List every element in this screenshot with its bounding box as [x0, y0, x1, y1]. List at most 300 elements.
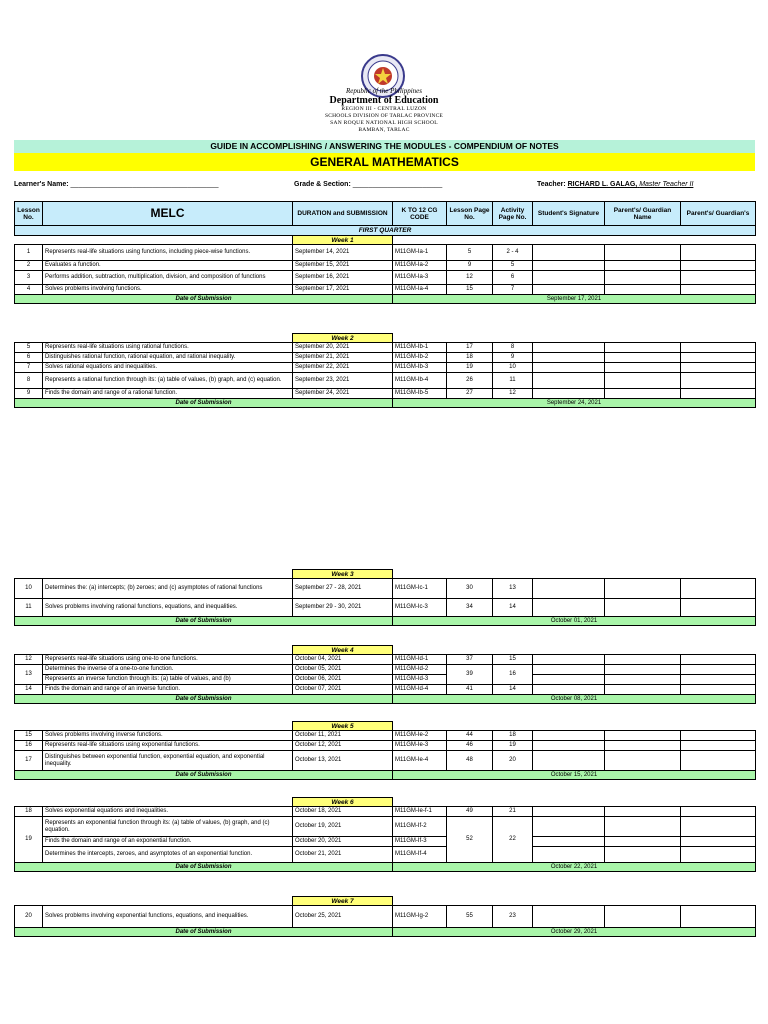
activity-page: 19 [493, 741, 533, 751]
week-spacer [393, 897, 756, 906]
table-row [15, 847, 756, 863]
table-row [15, 675, 756, 685]
submission-row [15, 399, 756, 408]
week-spacer [15, 722, 293, 731]
table-row [15, 599, 756, 617]
lesson-page: 17 [447, 343, 493, 353]
submission-row [15, 863, 756, 872]
student-signature-cell[interactable] [533, 373, 605, 389]
school-line: SAN ROQUE NATIONAL HIGH SCHOOL [330, 120, 438, 126]
student-signature-cell[interactable] [533, 245, 605, 261]
table-row [15, 389, 756, 399]
duration-date: September 23, 2021 [293, 373, 393, 389]
parent-name-cell[interactable] [605, 685, 681, 695]
week-spacer [393, 646, 756, 655]
week-label: Week 4 [293, 646, 393, 655]
activity-page: 10 [493, 363, 533, 373]
region-line: REGION III - CENTRAL LUZON [341, 106, 427, 112]
student-signature-cell[interactable] [533, 579, 605, 599]
student-signature-cell[interactable] [533, 343, 605, 353]
cg-code: M11GM-Ib-4 [393, 373, 447, 389]
cg-code: M11GM-Ia-4 [393, 285, 447, 295]
submission-label: Date of Submission [15, 771, 393, 780]
lesson-no: 19 [15, 817, 43, 863]
table-row [15, 731, 756, 741]
cg-code: M11GM-Ie-4 [393, 751, 447, 771]
parent-signature-cell[interactable] [681, 665, 756, 675]
parent-name-cell[interactable] [605, 906, 681, 928]
lesson-no: 7 [15, 363, 43, 373]
melc-text: Solves problems involving inverse functions. [43, 731, 293, 741]
column-header-table [14, 201, 756, 236]
student-signature-cell[interactable] [533, 665, 605, 675]
col-student-signature: Student's Signature [533, 202, 605, 226]
table-row [15, 285, 756, 295]
quarter-label: FIRST QUARTER [15, 226, 756, 236]
duration-date: September 14, 2021 [293, 245, 393, 261]
lesson-no: 6 [15, 353, 43, 363]
parent-name-cell[interactable] [605, 599, 681, 617]
parent-signature-cell[interactable] [681, 685, 756, 695]
submission-row [15, 771, 756, 780]
week-spacer [15, 798, 293, 807]
parent-name-cell[interactable] [605, 731, 681, 741]
melc-text: Distinguishes between exponential function, exponential equation, and exponential inequality. [43, 751, 293, 771]
duration-date: October 13, 2021 [293, 751, 393, 771]
melc-text: Determines the: (a) intercepts; (b) zeroes; and (c) asymptotes of rational functions [43, 579, 293, 599]
duration-date: September 27 - 28, 2021 [293, 579, 393, 599]
submission-date: October 29, 2021 [393, 928, 756, 937]
duration-date: September 20, 2021 [293, 343, 393, 353]
week-header-row [15, 897, 756, 906]
submission-date: October 01, 2021 [393, 617, 756, 626]
parent-name-cell[interactable] [605, 343, 681, 353]
table-row [15, 245, 756, 261]
parent-signature-cell[interactable] [681, 285, 756, 295]
subject-title: GENERAL MATHEMATICS [14, 153, 755, 171]
duration-date: October 21, 2021 [293, 847, 393, 863]
activity-page: 2 - 4 [493, 245, 533, 261]
lesson-page: 18 [447, 353, 493, 363]
duration-date: October 19, 2021 [293, 817, 393, 837]
lesson-no: 5 [15, 343, 43, 353]
parent-signature-cell[interactable] [681, 579, 756, 599]
melc-text: Evaluates a function. [43, 261, 293, 271]
parent-signature-cell[interactable] [681, 245, 756, 261]
parent-signature-cell[interactable] [681, 599, 756, 617]
melc-text: Represents real-life situations using exponential functions. [43, 741, 293, 751]
student-signature-cell[interactable] [533, 389, 605, 399]
submission-date: October 15, 2021 [393, 771, 756, 780]
activity-page: 14 [493, 685, 533, 695]
activity-page: 5 [493, 261, 533, 271]
melc-text: Determines the inverse of a one-to-one function. [43, 665, 293, 675]
submission-label: Date of Submission [15, 399, 393, 408]
activity-page: 21 [493, 807, 533, 817]
lesson-page: 15 [447, 285, 493, 295]
parent-signature-cell[interactable] [681, 363, 756, 373]
parent-signature-cell[interactable] [681, 741, 756, 751]
activity-page: 23 [493, 906, 533, 928]
parent-name-cell[interactable] [605, 751, 681, 771]
submission-row [15, 295, 756, 304]
col-parent-name: Parent's/ Guardian Name [605, 202, 681, 226]
lesson-no: 12 [15, 655, 43, 665]
week-header-row [15, 236, 756, 245]
submission-label: Date of Submission [15, 928, 393, 937]
week-label: Week 6 [293, 798, 393, 807]
melc-text: Solves rational equations and inequalities. [43, 363, 293, 373]
submission-row [15, 695, 756, 704]
week-table [14, 333, 756, 408]
table-row [15, 343, 756, 353]
duration-date: October 06, 2021 [293, 675, 393, 685]
melc-text: Determines the intercepts, zeroes, and asymptotes of an exponential function. [43, 847, 293, 863]
parent-name-cell[interactable] [605, 353, 681, 363]
cg-code: M11GM-Ia-1 [393, 245, 447, 261]
student-signature-cell[interactable] [533, 363, 605, 373]
lesson-no: 3 [15, 271, 43, 285]
parent-signature-cell[interactable] [681, 353, 756, 363]
table-row [15, 751, 756, 771]
table-row [15, 817, 756, 837]
parent-name-cell[interactable] [605, 665, 681, 675]
duration-date: September 17, 2021 [293, 285, 393, 295]
melc-text: Solves problems involving rational functions, equations, and inequalities. [43, 599, 293, 617]
week-header-row [15, 798, 756, 807]
cg-code: M11GM-Ia-2 [393, 261, 447, 271]
cg-code: M11GM-Ib-3 [393, 363, 447, 373]
duration-date: September 15, 2021 [293, 261, 393, 271]
duration-date: October 11, 2021 [293, 731, 393, 741]
cg-code: M11GM-Ia-3 [393, 271, 447, 285]
lesson-page: 19 [447, 363, 493, 373]
parent-name-cell[interactable] [605, 675, 681, 685]
table-row [15, 685, 756, 695]
parent-name-cell[interactable] [605, 741, 681, 751]
teacher-label: Teacher: [537, 181, 566, 188]
table-row [15, 665, 756, 675]
week-spacer [393, 334, 756, 343]
town-line: BAMBAN, TARLAC [358, 127, 410, 133]
col-melc: MELC [43, 202, 293, 226]
student-signature-cell[interactable] [533, 353, 605, 363]
grade-section-field[interactable] [294, 181, 442, 188]
activity-page: 13 [493, 579, 533, 599]
parent-signature-cell[interactable] [681, 261, 756, 271]
student-signature-cell[interactable] [533, 817, 605, 837]
week-table [14, 235, 756, 304]
table-row [15, 807, 756, 817]
cg-code: M11GM-Ie-f-1 [393, 807, 447, 817]
week-spacer [15, 897, 293, 906]
melc-text: Finds the domain and range of a rational function. [43, 389, 293, 399]
melc-text: Finds the domain and range of an inverse function. [43, 685, 293, 695]
lesson-page: 55 [447, 906, 493, 928]
lesson-page: 37 [447, 655, 493, 665]
cg-code: M11GM-Id-2 [393, 665, 447, 675]
duration-date: September 22, 2021 [293, 363, 393, 373]
grade-label: Grade & Section: [294, 181, 351, 188]
cg-code: M11GM-Ib-5 [393, 389, 447, 399]
week-spacer [393, 236, 756, 245]
submission-row [15, 928, 756, 937]
week-table [14, 896, 756, 937]
lesson-no: 16 [15, 741, 43, 751]
melc-text: Solves problems involving exponential functions, equations, and inequalities. [43, 906, 293, 928]
lesson-no: 2 [15, 261, 43, 271]
parent-name-cell[interactable] [605, 817, 681, 837]
lesson-page: 49 [447, 807, 493, 817]
melc-text: Represents an exponential function through its: (a) table of values, (b) graph, and (c) equation. [43, 817, 293, 837]
teacher-field [537, 181, 693, 188]
week-label: Week 1 [293, 236, 393, 245]
table-row [15, 363, 756, 373]
parent-signature-cell[interactable] [681, 731, 756, 741]
parent-name-cell[interactable] [605, 807, 681, 817]
lesson-page: 46 [447, 741, 493, 751]
lesson-page: 9 [447, 261, 493, 271]
student-signature-cell[interactable] [533, 731, 605, 741]
melc-text: Distinguishes rational function, rational equation, and rational inequality. [43, 353, 293, 363]
student-signature-cell[interactable] [533, 655, 605, 665]
table-row [15, 906, 756, 928]
lesson-page: 41 [447, 685, 493, 695]
melc-text: Finds the domain and range of an exponential function. [43, 837, 293, 847]
parent-name-cell[interactable] [605, 245, 681, 261]
melc-text: Represents real-life situations using rational functions. [43, 343, 293, 353]
parent-name-cell[interactable] [605, 261, 681, 271]
parent-name-cell[interactable] [605, 847, 681, 863]
col-lesson-no: Lesson No. [15, 202, 43, 226]
col-duration: DURATION and SUBMISSION [293, 202, 393, 226]
lesson-no: 18 [15, 807, 43, 817]
parent-signature-cell[interactable] [681, 807, 756, 817]
activity-page: 6 [493, 271, 533, 285]
melc-text: Performs addition, subtraction, multiplication, division, and composition of functions [43, 271, 293, 285]
student-signature-cell[interactable] [533, 837, 605, 847]
parent-name-cell[interactable] [605, 389, 681, 399]
duration-date: October 07, 2021 [293, 685, 393, 695]
guide-title: GUIDE IN ACCOMPLISHING / ANSWERING THE MODULES - COMPENDIUM OF NOTES [14, 140, 755, 153]
student-signature-cell[interactable] [533, 751, 605, 771]
lesson-no: 14 [15, 685, 43, 695]
duration-date: October 05, 2021 [293, 665, 393, 675]
week-spacer [393, 722, 756, 731]
melc-text: Represents real-life situations using one-to one functions. [43, 655, 293, 665]
learner-name-field[interactable] [14, 181, 218, 188]
activity-page: 15 [493, 655, 533, 665]
col-activity-page: Activity Page No. [493, 202, 533, 226]
lesson-page: 12 [447, 271, 493, 285]
melc-text: Represents real-life situations using functions, including piece-wise functions. [43, 245, 293, 261]
parent-name-cell[interactable] [605, 655, 681, 665]
submission-date: October 08, 2021 [393, 695, 756, 704]
student-signature-cell[interactable] [533, 285, 605, 295]
lesson-page: 52 [447, 817, 493, 863]
parent-name-cell[interactable] [605, 579, 681, 599]
parent-name-cell[interactable] [605, 837, 681, 847]
duration-date: September 16, 2021 [293, 271, 393, 285]
lesson-no: 8 [15, 373, 43, 389]
week-header-row [15, 722, 756, 731]
submission-row [15, 617, 756, 626]
activity-page: 22 [493, 817, 533, 863]
lesson-no: 9 [15, 389, 43, 399]
duration-date: October 04, 2021 [293, 655, 393, 665]
student-signature-cell[interactable] [533, 599, 605, 617]
cg-code: M11GM-Ie-2 [393, 731, 447, 741]
parent-signature-cell[interactable] [681, 389, 756, 399]
week-table [14, 569, 756, 626]
student-signature-cell[interactable] [533, 675, 605, 685]
table-row [15, 741, 756, 751]
parent-name-cell[interactable] [605, 285, 681, 295]
activity-page: 11 [493, 373, 533, 389]
cg-code: M11GM-Ic-3 [393, 599, 447, 617]
cg-code: M11GM-Id-3 [393, 675, 447, 685]
week-spacer [15, 236, 293, 245]
parent-signature-cell[interactable] [681, 751, 756, 771]
activity-page: 7 [493, 285, 533, 295]
melc-text: Solves exponential equations and inequalities. [43, 807, 293, 817]
week-table [14, 721, 756, 780]
week-spacer [393, 570, 756, 579]
duration-date: September 29 - 30, 2021 [293, 599, 393, 617]
week-header-row [15, 570, 756, 579]
cg-code: M11GM-Ie-3 [393, 741, 447, 751]
col-parent-signature: Parent's/ Guardian's [681, 202, 756, 226]
parent-signature-cell[interactable] [681, 847, 756, 863]
activity-page: 16 [493, 665, 533, 685]
week-label: Week 5 [293, 722, 393, 731]
week-spacer [393, 798, 756, 807]
student-signature-cell[interactable] [533, 685, 605, 695]
week-spacer [15, 334, 293, 343]
lesson-no: 15 [15, 731, 43, 741]
cg-code: M11GM-Ib-2 [393, 353, 447, 363]
lesson-page: 26 [447, 373, 493, 389]
table-row [15, 655, 756, 665]
table-row [15, 271, 756, 285]
student-signature-cell[interactable] [533, 271, 605, 285]
table-row [15, 261, 756, 271]
lesson-no: 17 [15, 751, 43, 771]
student-signature-cell[interactable] [533, 261, 605, 271]
student-signature-cell[interactable] [533, 807, 605, 817]
duration-date: October 20, 2021 [293, 837, 393, 847]
activity-page: 12 [493, 389, 533, 399]
week-label: Week 7 [293, 897, 393, 906]
submission-date: September 17, 2021 [393, 295, 756, 304]
cg-code: M11GM-If-3 [393, 837, 447, 847]
week-table [14, 797, 756, 872]
cg-code: M11GM-Ib-1 [393, 343, 447, 353]
melc-text: Represents a rational function through its: (a) table of values, (b) graph, and (c) equation. [43, 373, 293, 389]
parent-signature-cell[interactable] [681, 837, 756, 847]
week-table [14, 645, 756, 704]
melc-text: Represents an inverse function through its: (a) table of values, and (b) [43, 675, 293, 685]
duration-date: September 21, 2021 [293, 353, 393, 363]
lesson-page: 44 [447, 731, 493, 741]
parent-name-cell[interactable] [605, 271, 681, 285]
table-row [15, 353, 756, 363]
cg-code: M11GM-If-2 [393, 817, 447, 837]
lesson-page: 30 [447, 579, 493, 599]
table-row [15, 837, 756, 847]
parent-signature-cell[interactable] [681, 675, 756, 685]
learner-blank[interactable]: ______________________________________ [70, 181, 219, 188]
lesson-no: 11 [15, 599, 43, 617]
lesson-page: 27 [447, 389, 493, 399]
lesson-no: 20 [15, 906, 43, 928]
col-lesson-page: Lesson Page No. [447, 202, 493, 226]
parent-signature-cell[interactable] [681, 343, 756, 353]
table-row [15, 373, 756, 389]
lesson-page: 5 [447, 245, 493, 261]
activity-page: 18 [493, 731, 533, 741]
parent-name-cell[interactable] [605, 373, 681, 389]
student-signature-cell[interactable] [533, 847, 605, 863]
week-label: Week 2 [293, 334, 393, 343]
activity-page: 20 [493, 751, 533, 771]
week-spacer [15, 570, 293, 579]
duration-date: October 25, 2021 [293, 906, 393, 928]
lesson-no: 1 [15, 245, 43, 261]
parent-signature-cell[interactable] [681, 817, 756, 837]
parent-signature-cell[interactable] [681, 655, 756, 665]
week-header-row [15, 334, 756, 343]
parent-signature-cell[interactable] [681, 906, 756, 928]
lesson-no: 10 [15, 579, 43, 599]
lesson-no: 4 [15, 285, 43, 295]
activity-page: 8 [493, 343, 533, 353]
parent-signature-cell[interactable] [681, 373, 756, 389]
col-code: K TO 12 CG CODE [393, 202, 447, 226]
division-line: SCHOOLS DIVISION OF TARLAC PROVINCE [325, 113, 443, 119]
cg-code: M11GM-If-4 [393, 847, 447, 863]
duration-date: October 18, 2021 [293, 807, 393, 817]
submission-label: Date of Submission [15, 617, 393, 626]
parent-name-cell[interactable] [605, 363, 681, 373]
week-label: Week 3 [293, 570, 393, 579]
cg-code: M11GM-Id-1 [393, 655, 447, 665]
republic-line: Republic of the Philippines [345, 87, 422, 95]
lesson-page: 34 [447, 599, 493, 617]
submission-date: October 22, 2021 [393, 863, 756, 872]
student-signature-cell[interactable] [533, 906, 605, 928]
activity-page: 9 [493, 353, 533, 363]
week-header-row [15, 646, 756, 655]
melc-text: Solves problems involving functions. [43, 285, 293, 295]
student-signature-cell[interactable] [533, 741, 605, 751]
department-line: Department of Education [329, 95, 439, 106]
lesson-page: 39 [447, 665, 493, 685]
learner-label: Learner's Name: [14, 181, 69, 188]
table-row [15, 579, 756, 599]
lesson-no: 13 [15, 665, 43, 685]
grade-blank[interactable]: _______________________ [352, 181, 443, 188]
parent-signature-cell[interactable] [681, 271, 756, 285]
cg-code: M11GM-Ic-1 [393, 579, 447, 599]
week-spacer [15, 646, 293, 655]
submission-label: Date of Submission [15, 295, 393, 304]
submission-date: September 24, 2021 [393, 399, 756, 408]
lesson-page: 48 [447, 751, 493, 771]
cg-code: M11GM-Ig-2 [393, 906, 447, 928]
activity-page: 14 [493, 599, 533, 617]
submission-label: Date of Submission [15, 695, 393, 704]
